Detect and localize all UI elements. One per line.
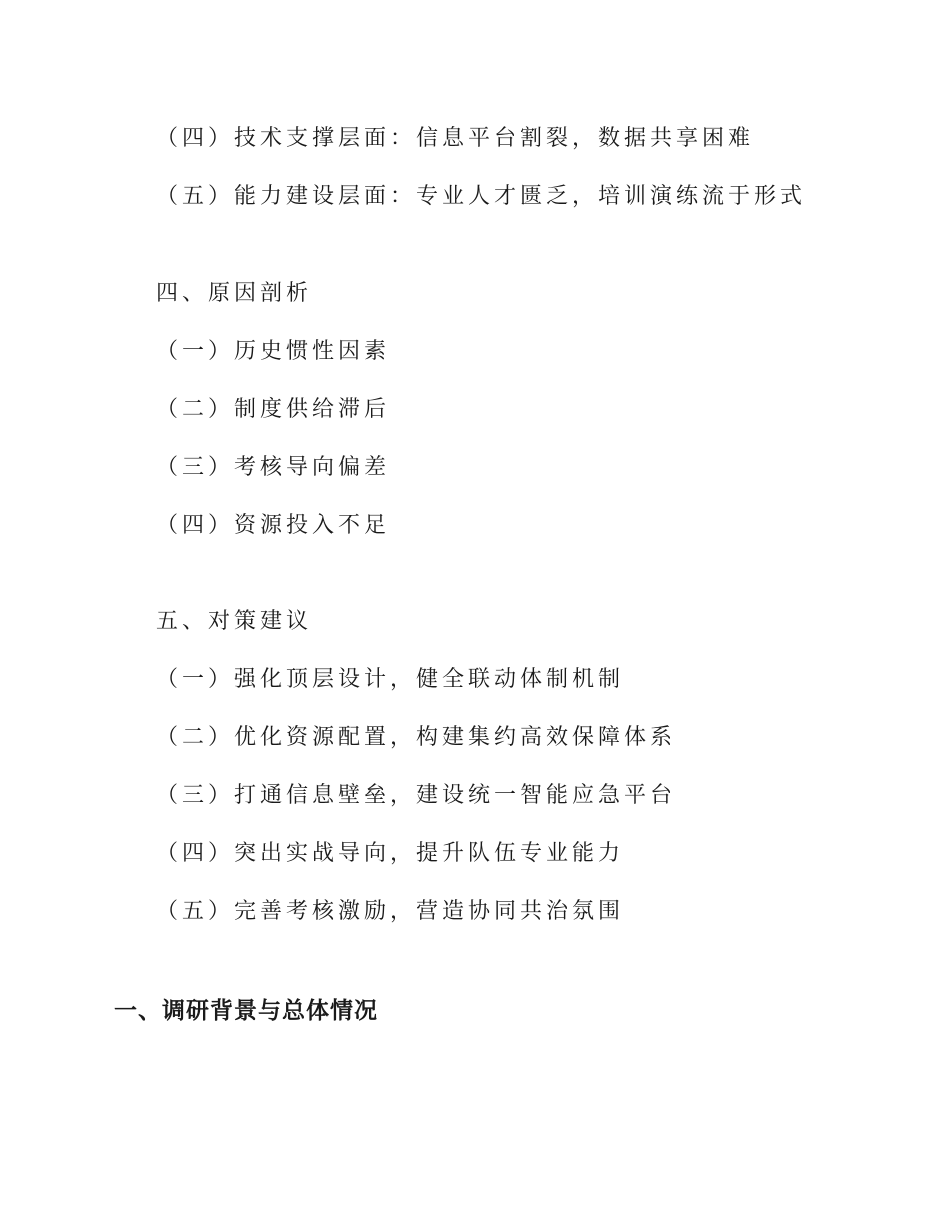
chapter-heading-research-background: 一、调研背景与总体情况 bbox=[114, 998, 378, 1024]
outline-item-institutional-supply: （二）制度供给滞后 bbox=[156, 397, 391, 422]
outline-item-information-barriers: （三）打通信息壁垒，建设统一智能应急平台 bbox=[156, 783, 677, 808]
outline-item-practical-orientation: （四）突出实战导向，提升队伍专业能力 bbox=[156, 841, 625, 866]
outline-item-tech-support: （四）技术支撑层面：信息平台割裂，数据共享困难 bbox=[156, 126, 755, 151]
outline-item-assessment-incentives: （五）完善考核激励，营造协同共治氛围 bbox=[156, 899, 625, 924]
outline-item-capacity-building: （五）能力建设层面：专业人才匮乏，培训演练流于形式 bbox=[156, 184, 807, 209]
outline-item-top-level-design: （一）强化顶层设计，健全联动体制机制 bbox=[156, 667, 625, 692]
section-title-countermeasures: 五、对策建议 bbox=[156, 609, 313, 634]
outline-item-resource-allocation: （二）优化资源配置，构建集约高效保障体系 bbox=[156, 725, 677, 750]
outline-item-assessment-bias: （三）考核导向偏差 bbox=[156, 455, 391, 480]
outline-item-resource-shortage: （四）资源投入不足 bbox=[156, 513, 391, 538]
section-title-cause-analysis: 四、原因剖析 bbox=[156, 281, 313, 306]
outline-item-historical-inertia: （一）历史惯性因素 bbox=[156, 339, 391, 364]
